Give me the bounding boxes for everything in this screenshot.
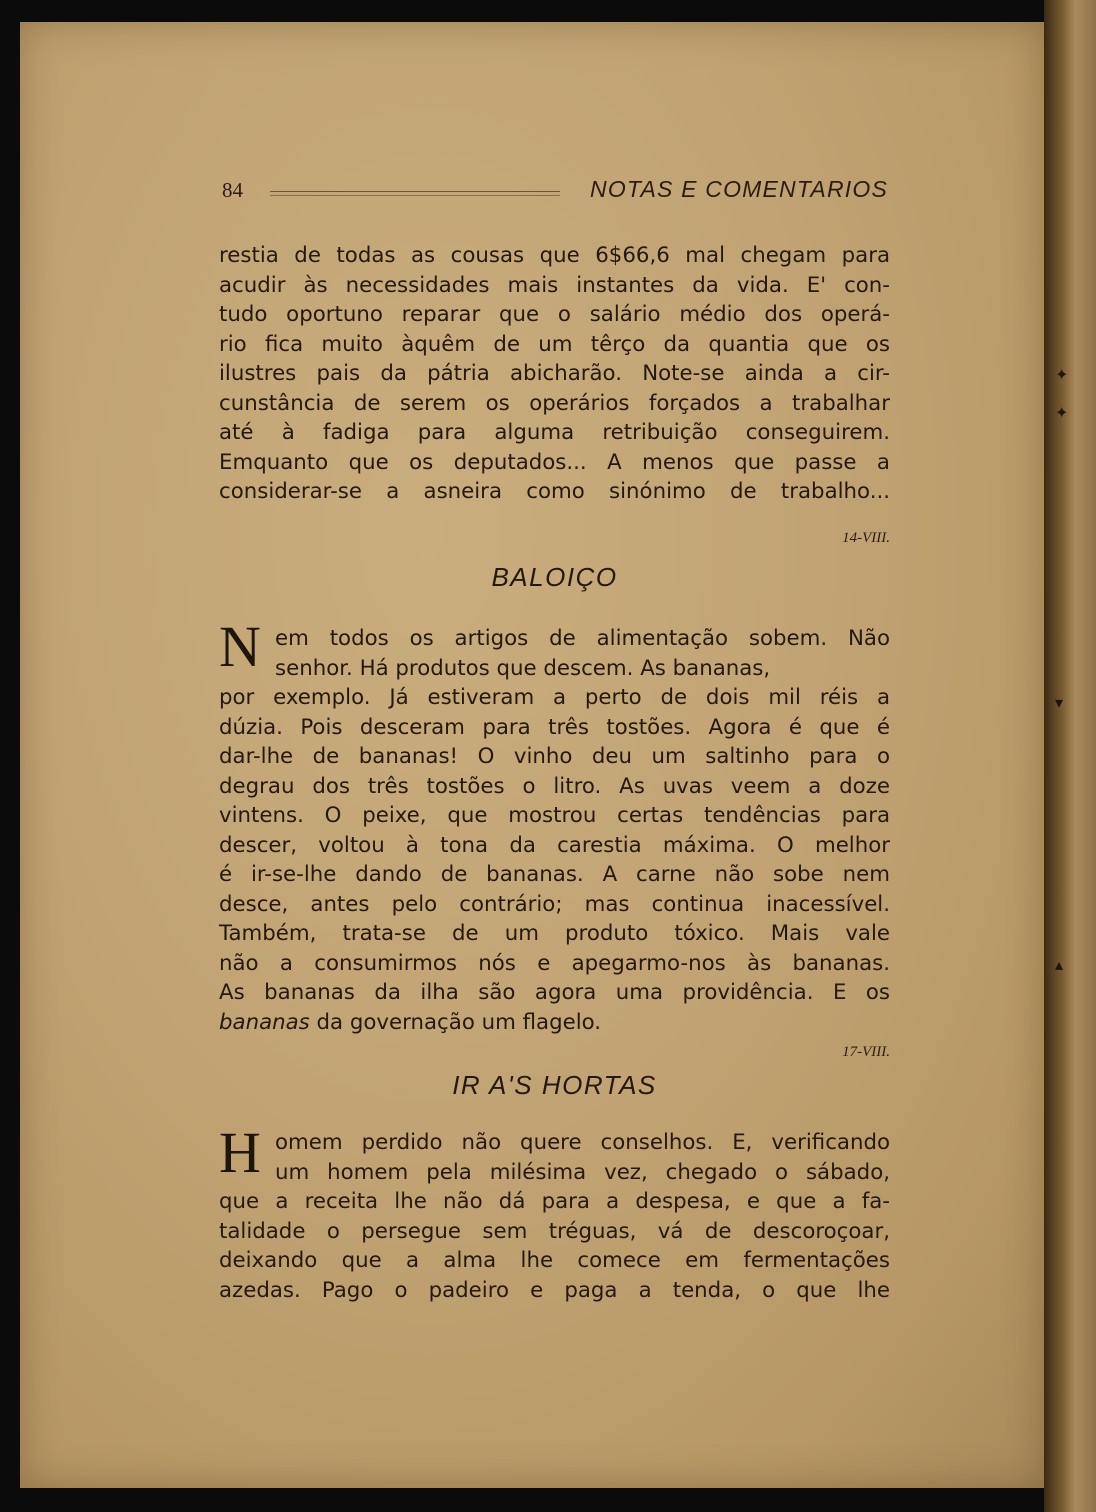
text-line: vintens. O peixe, que mostrou certas tendências para bbox=[219, 803, 890, 828]
hortas-paragraph bbox=[219, 1128, 890, 1305]
text-line: rio fica muito àquêm de um têrço da quantia que os bbox=[219, 331, 890, 357]
header-rule bbox=[270, 195, 560, 196]
margin-mark: ▴ bbox=[1055, 955, 1064, 974]
baloico-paragraph bbox=[219, 624, 890, 1037]
drop-cap: N bbox=[219, 614, 261, 679]
text-line: Também, trata-se de um produto tóxico. Mais vale bbox=[219, 921, 890, 946]
text-line: cunstância de serem os operários forçados a trabalhar bbox=[219, 390, 890, 416]
margin-mark: ✦ bbox=[1055, 365, 1069, 384]
text-line: tudo oportuno reparar que o salário médio dos operá- bbox=[219, 302, 890, 327]
text-line: deixando que a alma lhe comece em fermentações bbox=[219, 1248, 890, 1273]
text-line: Emquanto que os deputados... A menos que passe a bbox=[219, 449, 890, 475]
drop-cap: H bbox=[219, 1120, 261, 1185]
text-line: restia de todas as cousas que 6$66,6 mal chegam para bbox=[219, 243, 890, 268]
text-line: descer, voltou à tona da carestia máxima. O melhor bbox=[219, 832, 890, 858]
text-line: considerar-se a asneira como sinónimo de trabalho... bbox=[219, 479, 890, 504]
text-fragment: da governação um flagelo. bbox=[309, 1009, 602, 1035]
text-line: não a consumirmos nós e apegarmo-nos às bananas. bbox=[219, 950, 890, 976]
section-title-hortas: IR A'S HORTAS bbox=[452, 1070, 657, 1100]
running-title: NOTAS E COMENTARIOS bbox=[590, 176, 888, 202]
text-line: azedas. Pago o padeiro e paga a tenda, o que lhe bbox=[219, 1277, 890, 1303]
italic-word: bananas bbox=[219, 1009, 310, 1035]
text-line bbox=[219, 1008, 890, 1038]
text-line: dúzia. Pois desceram para três tostões. Agora é que é bbox=[219, 714, 890, 740]
text-line: As bananas da ilha são agora uma providência. E os bbox=[219, 980, 890, 1005]
text-line: é ir-se-lhe dando de bananas. A carne não sobe nem bbox=[219, 862, 890, 887]
text-line: um homem pela milésima vez, chegado o sábado, bbox=[275, 1159, 890, 1185]
running-header bbox=[222, 176, 888, 206]
page-number: 84 bbox=[222, 178, 243, 202]
next-page-edge bbox=[1044, 0, 1096, 1512]
date-stamp: 17-VIII. bbox=[842, 1044, 890, 1060]
margin-mark: ✦ bbox=[1055, 403, 1069, 422]
text-line: desce, antes pelo contrário; mas continua inacessível. bbox=[219, 891, 890, 917]
text-line: por exemplo. Já estiveram a perto de dois mil réis a bbox=[219, 685, 890, 710]
intro-paragraph bbox=[219, 241, 890, 507]
text-line: em todos os artigos de alimentação sobem. Não bbox=[275, 626, 890, 651]
text-line: ilustres pais da pátria abicharão. Note-se ainda a cir- bbox=[219, 361, 890, 386]
text-line: senhor. Há produtos que descem. As bananas, bbox=[275, 655, 771, 681]
text-line: até à fadiga para alguma retribuição conseguirem. bbox=[219, 420, 890, 445]
date-stamp: 14-VIII. bbox=[842, 530, 890, 546]
text-line: acudir às necessidades mais instantes da vida. E' con- bbox=[219, 272, 890, 298]
text-line: talidade o persegue sem tréguas, vá de descoroçoar, bbox=[219, 1218, 890, 1244]
text-line: dar-lhe de bananas! O vinho deu um saltinho para o bbox=[219, 744, 890, 769]
header-rule bbox=[270, 191, 560, 192]
margin-mark: ▾ bbox=[1055, 693, 1064, 712]
text-line: degrau dos três tostões o litro. As uvas veem a doze bbox=[219, 773, 890, 799]
section-title-baloico: BALOIÇO bbox=[491, 562, 618, 592]
text-line: omem perdido não quere conselhos. E, verificando bbox=[275, 1130, 890, 1155]
text-line: que a receita lhe não dá para a despesa, e que a fa- bbox=[219, 1189, 890, 1214]
